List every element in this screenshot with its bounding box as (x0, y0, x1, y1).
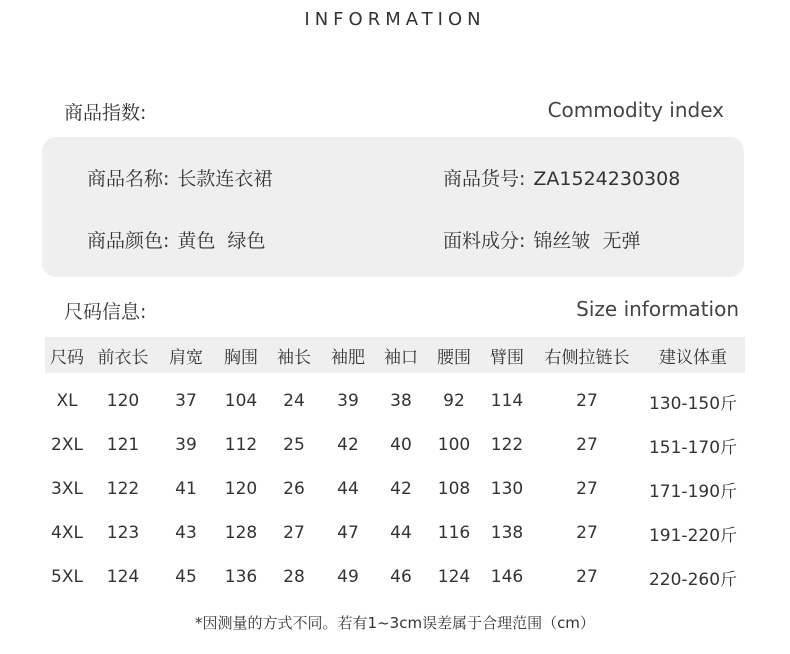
commodity-title-zh: 商品指数: (64, 102, 147, 124)
product-name-label: 商品名称: (87, 168, 170, 190)
product-code-label: 商品货号: (443, 168, 526, 190)
col-header-sleeve-length: 袖长 (277, 347, 311, 368)
table-cell: 151-170斤 (648, 437, 738, 458)
table-cell: 104 (224, 391, 258, 411)
table-cell: 24 (283, 391, 305, 411)
table-cell: 112 (224, 435, 258, 455)
table-cell: 27 (576, 567, 598, 587)
table-cell: XL (56, 391, 78, 411)
table-cell: 124 (437, 567, 471, 587)
commodity-info-panel (42, 137, 744, 277)
table-row (45, 467, 745, 511)
table-row (45, 423, 745, 467)
size-section-header (0, 297, 790, 327)
size-title-zh: 尺码信息: (64, 301, 147, 323)
col-header-waist: 腰围 (437, 347, 471, 368)
page-title: INFORMATION (304, 9, 486, 30)
size-table-header-row (45, 337, 745, 373)
table-row (45, 555, 745, 599)
table-cell: 45 (175, 567, 197, 587)
col-header-front-length: 前衣长 (97, 347, 149, 368)
table-cell: 146 (490, 567, 524, 587)
product-fabric-value: 锦丝皱 无弹 (533, 230, 641, 252)
measurement-note: *因测量的方式不同。若有1~3cm误差属于合理范围（cm） (195, 614, 595, 632)
table-cell: 42 (337, 435, 359, 455)
table-cell: 120 (224, 479, 258, 499)
product-code (443, 164, 680, 191)
col-header-shoulder: 肩宽 (169, 347, 203, 368)
table-cell: 136 (224, 567, 258, 587)
table-cell: 5XL (51, 567, 83, 587)
table-cell: 27 (283, 523, 305, 543)
table-cell: 27 (576, 435, 598, 455)
product-color (87, 226, 266, 253)
col-header-bust: 胸围 (224, 347, 258, 368)
commodity-section-header (0, 98, 790, 128)
col-header-sleeve-width: 袖肥 (331, 347, 365, 368)
table-cell: 122 (490, 435, 524, 455)
table-cell: 38 (390, 391, 412, 411)
table-cell: 191-220斤 (648, 525, 738, 546)
table-cell: 42 (390, 479, 412, 499)
table-cell: 108 (437, 479, 471, 499)
col-header-arm: 臂围 (490, 347, 524, 368)
table-cell: 220-260斤 (648, 569, 738, 590)
col-header-zipper: 右侧拉链长 (544, 347, 630, 368)
table-cell: 2XL (51, 435, 83, 455)
product-code-value: ZA1524230308 (533, 168, 681, 190)
table-cell: 43 (175, 523, 197, 543)
size-table (45, 337, 745, 599)
col-header-size: 尺码 (50, 347, 84, 368)
table-cell: 114 (490, 391, 524, 411)
table-cell: 130 (490, 479, 524, 499)
table-cell: 25 (283, 435, 305, 455)
table-cell: 44 (390, 523, 412, 543)
table-cell: 121 (106, 435, 140, 455)
table-cell: 49 (337, 567, 359, 587)
table-cell: 37 (175, 391, 197, 411)
table-cell: 39 (175, 435, 197, 455)
col-header-weight: 建议体重 (659, 347, 727, 368)
product-fabric-label: 面料成分: (443, 230, 526, 252)
table-row (45, 373, 745, 423)
table-cell: 128 (224, 523, 258, 543)
product-color-label: 商品颜色: (87, 230, 170, 252)
table-cell: 3XL (51, 479, 83, 499)
table-cell: 46 (390, 567, 412, 587)
size-title-en: Size information (576, 297, 739, 321)
product-fabric (443, 226, 641, 253)
table-cell: 171-190斤 (648, 481, 738, 502)
table-cell: 92 (443, 391, 465, 411)
table-cell: 116 (437, 523, 471, 543)
table-cell: 123 (106, 523, 140, 543)
table-cell: 124 (106, 567, 140, 587)
table-cell: 40 (390, 435, 412, 455)
table-cell: 4XL (51, 523, 83, 543)
table-cell: 122 (106, 479, 140, 499)
table-cell: 26 (283, 479, 305, 499)
commodity-title-en: Commodity index (547, 98, 724, 122)
table-row (45, 511, 745, 555)
product-name (87, 164, 272, 191)
product-name-value: 长款连衣裙 (177, 168, 273, 190)
table-cell: 41 (175, 479, 197, 499)
table-cell: 39 (337, 391, 359, 411)
col-header-cuff: 袖口 (384, 347, 418, 368)
table-cell: 44 (337, 479, 359, 499)
table-cell: 27 (576, 523, 598, 543)
table-cell: 120 (106, 391, 140, 411)
product-color-value: 黄色 绿色 (177, 230, 266, 252)
table-cell: 130-150斤 (648, 393, 738, 414)
table-cell: 138 (490, 523, 524, 543)
table-cell: 100 (437, 435, 471, 455)
table-cell: 47 (337, 523, 359, 543)
table-cell: 28 (283, 567, 305, 587)
table-cell: 27 (576, 391, 598, 411)
table-cell: 27 (576, 479, 598, 499)
